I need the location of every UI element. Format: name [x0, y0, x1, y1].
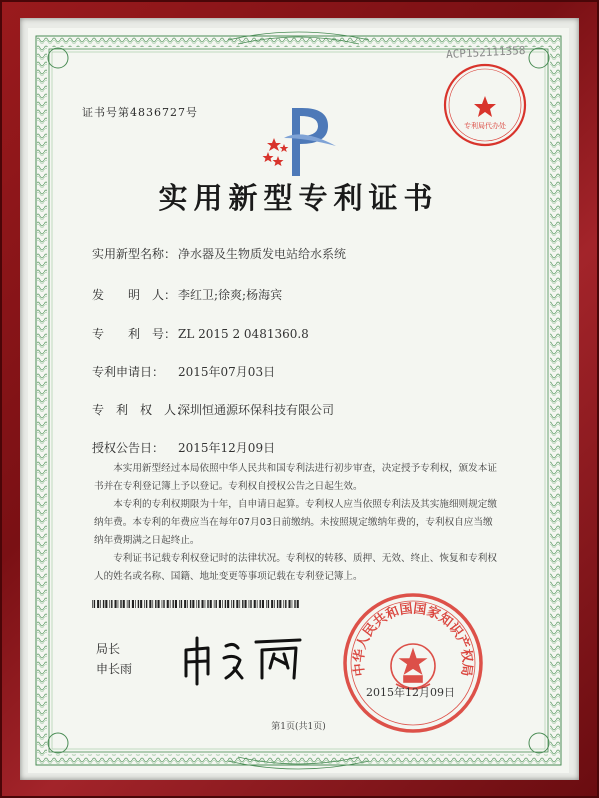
official-seal [338, 588, 488, 738]
barcode [92, 600, 302, 608]
field-inventors [92, 286, 282, 303]
field-application-date [92, 363, 275, 380]
body-paragraph: 本实用新型经过本局依照中华人民共和国专利法进行初步审查，决定授予专利权，颁发本证书并在专利登记簿上予以登记。专利权自授权公告之日起生效。 [94, 463, 497, 492]
certificate-body [94, 460, 499, 586]
field-label: 专 利 号： [92, 327, 177, 341]
field-label: 授权公告日： [92, 441, 165, 455]
field-label: 专 利 权 人： [92, 403, 189, 417]
field-value: ZL 2015 2 0481360.8 [178, 327, 309, 341]
signatory-title: 局长 [96, 642, 121, 656]
signature [178, 628, 308, 688]
body-paragraph: 专利证书记载专利权登记时的法律状况。专利权的转移、质押、无效、终止、恢复和专利权人的姓名或名称、国籍、地址变更等事项记载在专利登记簿上。 [94, 553, 497, 582]
field-value: 净水器及生物质发电站给水系统 [178, 247, 347, 261]
field-value: 李红卫;徐爽;杨海宾 [178, 288, 283, 302]
field-patent-number [92, 325, 309, 342]
field-value: 2015年12月09日 [178, 441, 276, 455]
agency-seal-text: 专利局代办处 [464, 122, 506, 130]
field-patentee [92, 401, 334, 418]
field-label: 发 明 人： [92, 288, 177, 302]
ip-office-logo [256, 98, 346, 188]
field-value: 深圳恒通源环保科技有限公司 [178, 403, 335, 417]
field-label: 实用新型名称： [92, 247, 177, 261]
page-indicator: 第1页(共1页) [271, 722, 326, 732]
agency-seal [440, 60, 530, 150]
signatory-name: 申长雨 [96, 662, 133, 676]
certificate-title: 实用新型专利证书 [158, 181, 439, 215]
official-seal-text: 中华人民共和国国家知识产权局 [351, 601, 475, 678]
body-paragraph: 本专利的专利权期限为十年，自申请日起算。专利权人应当依照专利法及其实施细则规定缴纳年费。本专利的年费应当在每年07月03日前缴纳。未按照规定缴纳年费的，专利权自应当缴纳年费期满之日起终止。 [94, 499, 497, 546]
field-label: 专利申请日： [92, 365, 165, 379]
field-utility-model-name [92, 245, 346, 262]
handwritten-note: ACP152111358 [445, 43, 526, 62]
field-grant-date [92, 439, 275, 456]
issue-date: 2015年12月09日 [366, 686, 455, 699]
certificate-number: 证书号第4836727号 [82, 106, 198, 119]
field-value: 2015年07月03日 [178, 365, 276, 379]
certificate-paper [28, 28, 569, 773]
